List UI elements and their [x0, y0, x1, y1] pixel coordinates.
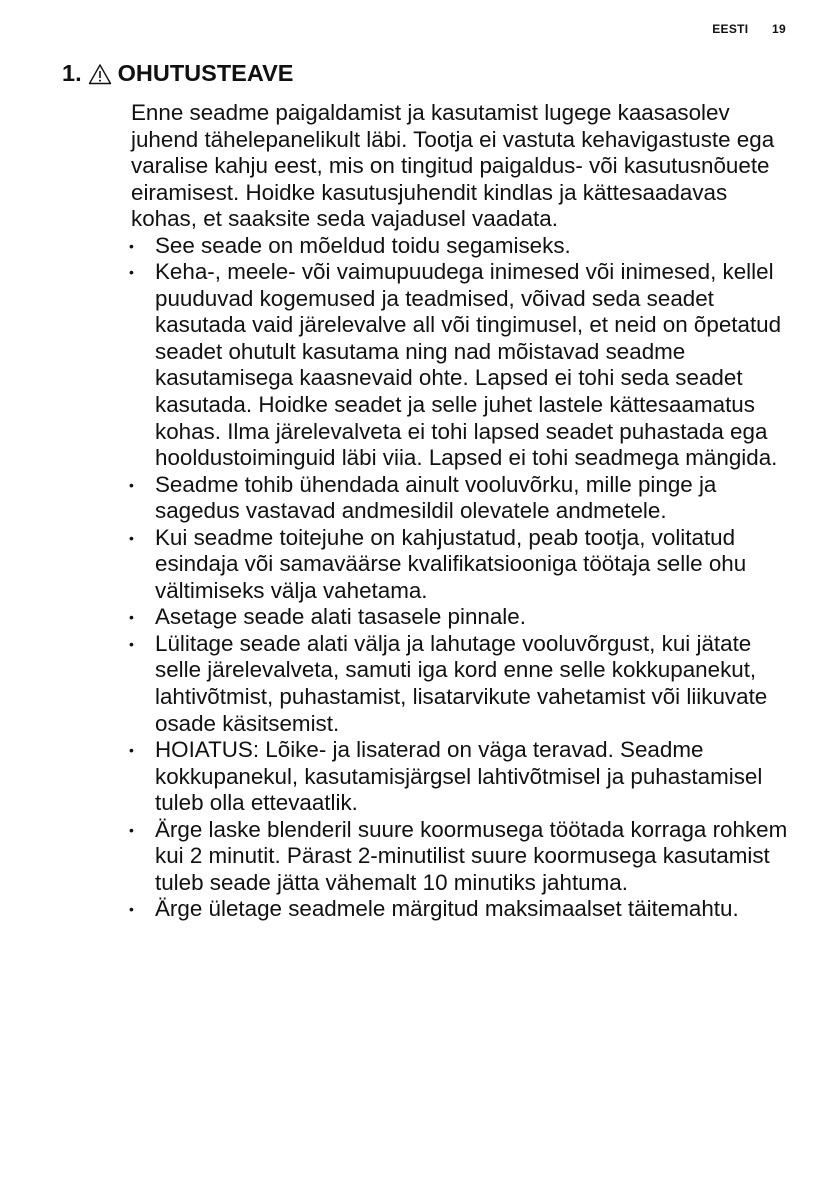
bullet-marker: •	[129, 264, 134, 281]
list-item	[131, 604, 791, 631]
list-item-text: HOIATUS: Lõike- ja lisaterad on väga teravad. Seadme kokkupanekul, kasutamisjärgsel lahtivõtmisel ja puhastamisel tuleb olla ettevaatlik.	[155, 737, 763, 816]
list-item-text: Ärge laske blenderil suure koormusega töötada korraga rohkem kui 2 minutit. Pärast 2-minutilist suure koormusega kasutamist tuleb seade jätta vähemalt 10 minutiks jahtuma.	[155, 816, 788, 895]
bullet-marker: •	[129, 742, 134, 759]
bullet-marker: •	[129, 237, 134, 254]
bullet-marker: •	[129, 529, 134, 546]
list-item	[131, 259, 791, 471]
bullet-marker: •	[129, 635, 134, 652]
list-item	[131, 233, 791, 260]
section-number: 1.	[62, 60, 82, 86]
section-heading: OHUTUSTEAVE	[117, 60, 294, 86]
bullet-marker: •	[129, 901, 134, 918]
safety-list	[131, 233, 791, 923]
list-item-text: Keha-, meele- või vaimupuudega inimesed või inimesed, kellel puuduvad kogemused ja teadmised, võivad seda seadet kasutada vaid järelevalve all või tingimusel, et neid on õpetatud seadet ohutult kasutama ning nad mõistavad seadme kasutamisega kaasnevaid ohte. Lapsed ei tohi seda seadet kasutada. Hoidke seadet ja selle juhet lastele kättesaamatus kohas. Ilma järelevalveta ei tohi lapsed seadet puhastada ega hooldustoiminguid läbi viia. Lapsed ei tohi seadmega mängida.	[155, 259, 782, 471]
list-item-text: Asetage seade alati tasasele pinnale.	[155, 604, 526, 630]
bullet-marker: •	[129, 476, 134, 493]
list-item	[131, 525, 791, 605]
bullet-marker: •	[129, 609, 134, 626]
list-item-text: Lülitage seade alati välja ja lahutage vooluvõrgust, kui jätate selle järelevalveta, samuti iga kord enne selle kokkupanekut, lahtivõtmist, puhastamist, lisatarvikute vahetamist või liikuvate osade käsitsemist.	[155, 630, 768, 736]
bullet-marker: •	[129, 821, 134, 838]
list-item-text: Seadme tohib ühendada ainult vooluvõrku, mille pinge ja sagedus vastavad andmesildil olevatele andmetele.	[155, 471, 717, 524]
warning-triangle-icon	[88, 63, 112, 85]
intro-paragraph: Enne seadme paigaldamist ja kasutamist lugege kaasasolev juhend tähelepanelikult läbi. Tootja ei vastuta kehavigastuste ega varalise kahju eest, mis on tingitud paigaldus- või kasutusnõuete eiramisest. Hoidke kasutusjuhendit kindlas ja kättesaadavas kohas, et saaksite seda vajadusel vaadata.	[131, 100, 775, 232]
list-item-text: Kui seadme toitejuhe on kahjustatud, peab tootja, volitatud esindaja või samaväärse kvalifikatsiooniga töötaja selle ohu vältimiseks välja vahetama.	[155, 524, 747, 603]
section-title	[62, 60, 293, 87]
page-header	[712, 22, 786, 36]
list-item	[131, 631, 791, 737]
page-number: 19	[772, 22, 786, 36]
list-item	[131, 737, 791, 817]
list-item-text: Ärge ületage seadmele märgitud maksimaalset täitemahtu.	[155, 896, 739, 922]
safety-content	[131, 100, 791, 923]
list-item	[131, 472, 791, 525]
language-label: EESTI	[712, 22, 749, 36]
list-item	[131, 896, 791, 923]
list-item-text: See seade on mõeldud toidu segamiseks.	[155, 232, 571, 258]
list-item	[131, 817, 791, 897]
